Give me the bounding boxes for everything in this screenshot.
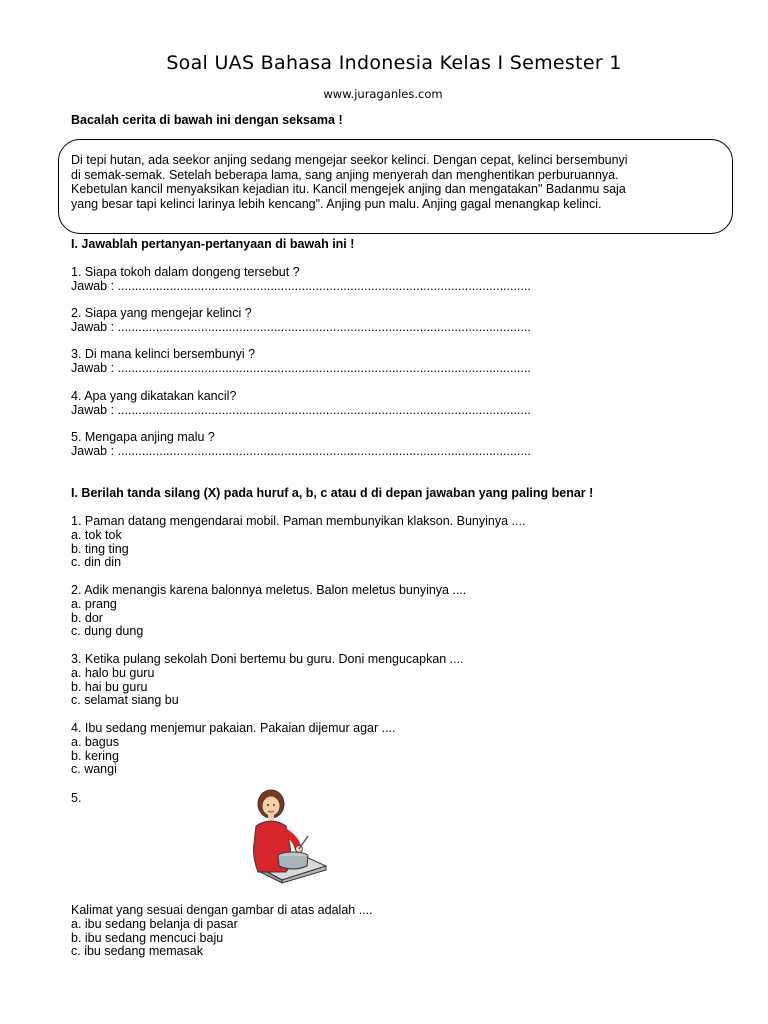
essay-question-2 bbox=[71, 307, 531, 335]
answer-line: Jawab : ....................................................................................................................... bbox=[71, 278, 531, 293]
question-text: 3. Ketika pulang sekolah Doni bertemu bu guru. Doni mengucapkan .... bbox=[71, 652, 464, 666]
question-text: 3. Di mana kelinci bersembunyi ? bbox=[71, 347, 256, 361]
essay-question-5 bbox=[71, 431, 531, 459]
option-a: a. prang bbox=[71, 596, 117, 611]
mc-question-1 bbox=[71, 515, 525, 570]
option-b: b. ting ting bbox=[71, 541, 129, 556]
mc-question-5-number bbox=[71, 792, 81, 806]
question-text: 4. Apa yang dikatakan kancil? bbox=[71, 389, 237, 403]
question-text: 2. Adik menangis karena balonnya meletus. Balon meletus bunyinya .... bbox=[71, 583, 467, 597]
cooking-mother-illustration bbox=[238, 786, 328, 884]
question-text: 5. bbox=[71, 791, 82, 805]
section1-heading: I. Jawablah pertanyan-pertanyaan di bawah ini ! bbox=[71, 237, 355, 251]
option-b: b. dor bbox=[71, 610, 103, 625]
story-line: di semak-semak. Setelah beberapa lama, sang anjing menyerah dan menghentikan perburuannya. bbox=[71, 167, 619, 182]
story-line: yang besar tapi kelinci larinya lebih kencang". Anjing pun malu. Anjing gagal menangkap kelinci. bbox=[71, 196, 602, 211]
essay-question-4 bbox=[71, 390, 531, 418]
option-a: a. bagus bbox=[71, 734, 119, 749]
option-c: c. selamat siang bu bbox=[71, 693, 179, 708]
section2-heading: I. Berilah tanda silang (X) pada huruf a, b, c atau d di depan jawaban yang paling benar ! bbox=[71, 486, 594, 500]
question-text: 4. Ibu sedang menjemur pakaian. Pakaian dijemur agar .... bbox=[71, 721, 396, 735]
answer-line: Jawab : ....................................................................................................................... bbox=[71, 319, 531, 334]
website-url: www.juraganles.com bbox=[323, 87, 443, 101]
essay-question-1 bbox=[71, 266, 531, 294]
story-line: Kebetulan kancil menyaksikan kejadian itu. Kancil mengejek anjing dan mengatakan" Badanmu saja bbox=[71, 182, 626, 197]
option-c: c. din din bbox=[71, 555, 122, 570]
mc-question-5 bbox=[71, 904, 373, 959]
story-line: Di tepi hutan, ada seekor anjing sedang mengejar seekor kelinci. Dengan cepat, kelinci bersembunyi bbox=[71, 153, 628, 167]
option-c: c. dung dung bbox=[71, 624, 144, 639]
question-text: Kalimat yang sesuai dengan gambar di atas adalah .... bbox=[71, 903, 373, 917]
answer-line: Jawab : ....................................................................................................................... bbox=[71, 360, 531, 375]
option-b: b. kering bbox=[71, 748, 119, 763]
option-c: c. ibu sedang memasak bbox=[71, 944, 204, 959]
mc-question-3 bbox=[71, 653, 464, 708]
option-a: a. halo bu guru bbox=[71, 665, 155, 680]
option-c: c. wangi bbox=[71, 762, 117, 777]
option-b: b. hai bu guru bbox=[71, 679, 148, 694]
story-text bbox=[71, 153, 721, 211]
option-a: a. ibu sedang belanja di pasar bbox=[71, 916, 238, 931]
mc-question-2 bbox=[71, 584, 466, 639]
answer-line: Jawab : ....................................................................................................................... bbox=[71, 443, 531, 458]
option-b: b. ibu sedang mencuci baju bbox=[71, 930, 224, 945]
answer-line: Jawab : ....................................................................................................................... bbox=[71, 402, 531, 417]
option-a: a. tok tok bbox=[71, 527, 122, 542]
essay-question-3 bbox=[71, 348, 531, 376]
reading-instruction: Bacalah cerita di bawah ini dengan seksama ! bbox=[71, 113, 343, 127]
page-title: Soal UAS Bahasa Indonesia Kelas I Semester 1 bbox=[166, 52, 622, 74]
mc-question-4 bbox=[71, 722, 396, 777]
question-text: 5. Mengapa anjing malu ? bbox=[71, 430, 215, 444]
question-text: 2. Siapa yang mengejar kelinci ? bbox=[71, 306, 252, 320]
question-text: 1. Paman datang mengendarai mobil. Paman membunyikan klakson. Bunyinya .... bbox=[71, 514, 526, 528]
question-text: 1. Siapa tokoh dalam dongeng tersebut ? bbox=[71, 265, 300, 279]
